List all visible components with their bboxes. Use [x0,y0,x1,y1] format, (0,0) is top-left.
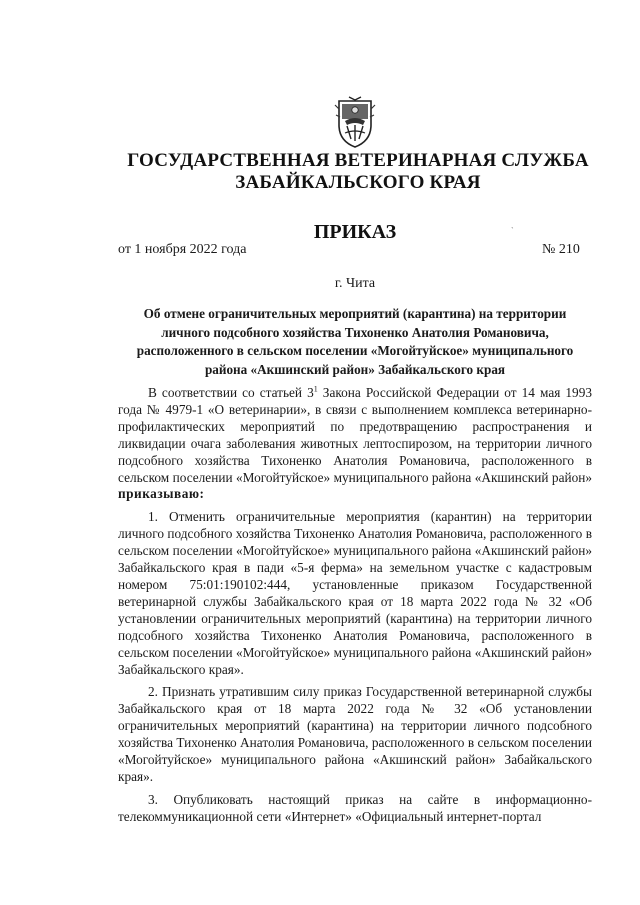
order-item-1: 1. Отменить ограничительные мероприятия (карантин) на территории личного подсобного хозяйства Тихоненко Анатолия Романовича, расположенного в сельском поселении «Могойтуйское» муниципального района «Акшинский район» Забайкальского края в пади «5-я ферма» на земельном участке с кадастровым номером 75:01:190102:444, установленные приказом Государственной ветеринарной службы Забайкальского края от 18 марта 2022 года № 32 «Об установлении ограничительных мероприятий (карантина) на территории личного подсобного хозяйства Тихоненко Анатолия Романовича, расположенного в сельском поселении «Могойтуйское» муниципального района «Акшинский район» Забайкальского края». [118,509,592,677]
document-body [118,385,592,826]
coat-of-arms-icon [333,95,377,149]
organization-name-line2: ЗАБАЙКАЛЬСКОГО КРАЯ [235,172,481,193]
preamble-superscript: 1 [313,384,318,394]
order-subject: Об отмене ограничительных мероприятий (карантина) на территории личного подсобного хозяйства Тихоненко Анатолия Романовича, расположенного в сельском поселении «Могойтуйское» муниципального района «Акшинский район» Забайкальского края [136,306,574,377]
preamble-text-a: В соответствии со статьей 3 [148,385,314,400]
document-title: ПРИКАЗ [313,221,397,243]
decree-word: приказываю: [118,486,205,502]
order-number: № 210 [542,242,580,257]
organization-name-line1: ГОСУДАРСТВЕННАЯ ВЕТЕРИНАРНАЯ СЛУЖБА [127,150,589,171]
order-item-2: 2. Признать утратившим силу приказ Государственной ветеринарной службы Забайкальского края от 18 марта 2022 года № 32 «Об установлении ограничительных мероприятий (карантина) на территории личного подсобного хозяйства Тихоненко Анатолия Романовича, расположенного в сельском поселении «Могойтуйское» муниципального района «Акшинский район» Забайкальского края». [118,684,592,784]
preamble-paragraph [118,385,592,503]
order-item-3: 3. Опубликовать настоящий приказ на сайте в информационно-телекоммуникационной сети «Интернет» «Официальный интернет-портал [118,791,592,824]
scan-mark: ` [511,226,514,235]
order-date: от 1 ноября 2022 года [118,242,247,257]
preamble-text-b: Закона Российской Федерации от 14 мая 1993 года № 4979-1 «О ветеринарии», в связи с выполнением комплекса ветеринарно-профилактических мероприятий по предотвращению распространения и ликвидации очага заболевания животных лептоспирозом, на территории личного подсобного хозяйства Тихоненко Анатолия Романовича, расположенного в сельском поселении «Могойтуйское» муниципального района «Акшинский район» [118,385,592,485]
order-city: г. Чита [334,276,376,291]
